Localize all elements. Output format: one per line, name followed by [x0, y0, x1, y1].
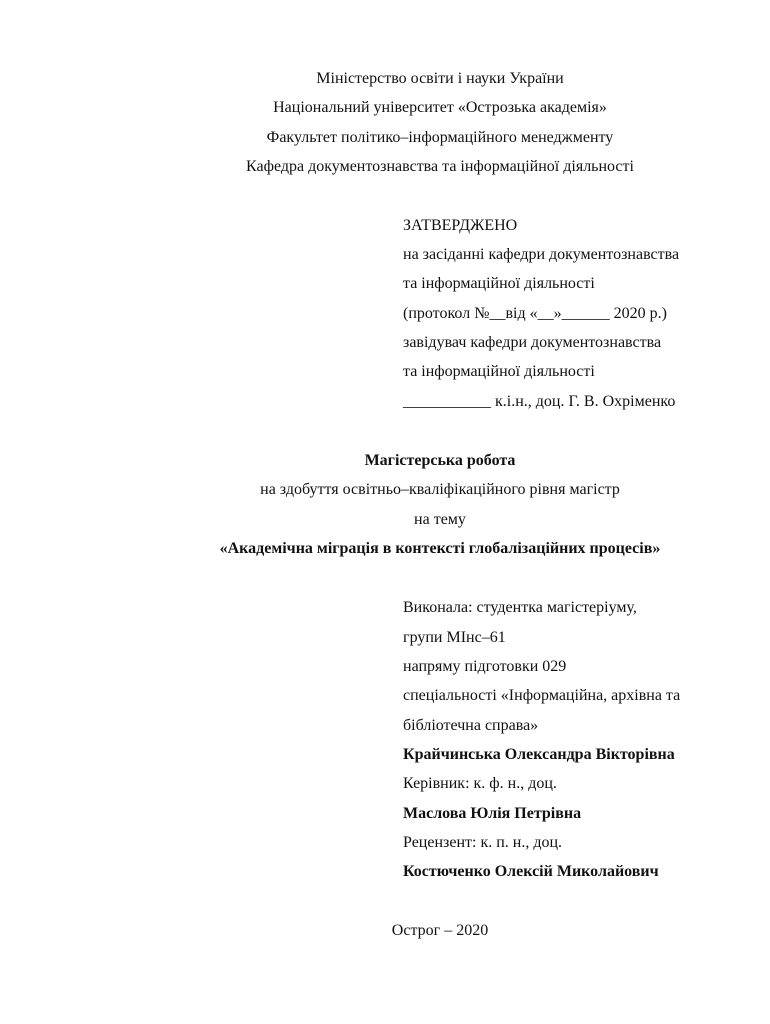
author-line-1: Виконала: студентка магістеріуму, — [403, 599, 637, 616]
university-line: Національний університет «Острозька академія» — [273, 99, 607, 116]
work-title: «Академічна міграція в контексті глобалізаційних процесів» — [219, 540, 661, 557]
approval-signature: ___________ к.і.н., доц. Г. В. Охріменко — [403, 393, 676, 410]
approval-line-2: та інформаційної діяльності — [403, 275, 595, 292]
approval-line-1: на засіданні кафедри документознавства — [403, 246, 680, 263]
work-type: Магістерська робота — [364, 452, 516, 469]
department-line: Кафедра документознавства та інформаційної діяльності — [246, 158, 634, 175]
work-degree: на здобуття освітньо–кваліфікаційного рівня магістр — [260, 481, 620, 498]
author-direction: напряму підготовки 029 — [403, 658, 567, 675]
reviewer-label: Рецензент: к. п. н., доц. — [403, 834, 563, 851]
reviewer-name: Костюченко Олексій Миколайович — [403, 863, 659, 880]
approval-protocol: (протокол №__від «__»______ 2020 р.) — [403, 305, 667, 322]
approval-head-line-1: завідувач кафедри документознавства — [403, 334, 662, 351]
author-group: групи МІнс–61 — [403, 629, 506, 646]
faculty-line: Факультет політико–інформаційного менеджменту — [266, 129, 614, 146]
ministry-line: Міністерство освіти і науки України — [316, 70, 564, 87]
author-specialty-1: спеціальності «Інформаційна, архівна та — [403, 687, 681, 704]
place-year: Острог – 2020 — [391, 922, 489, 939]
supervisor-name: Маслова Юлія Петрівна — [403, 805, 582, 822]
author-specialty-2: бібліотечна справа» — [403, 717, 539, 734]
work-topic-intro: на тему — [414, 511, 466, 528]
supervisor-label: Керівник: к. ф. н., доц. — [403, 775, 557, 792]
approval-title: ЗАТВЕРДЖЕНО — [403, 217, 518, 234]
author-name: Крайчинська Олександра Вікторівна — [403, 746, 675, 763]
approval-head-line-2: та інформаційної діяльності — [403, 363, 595, 380]
